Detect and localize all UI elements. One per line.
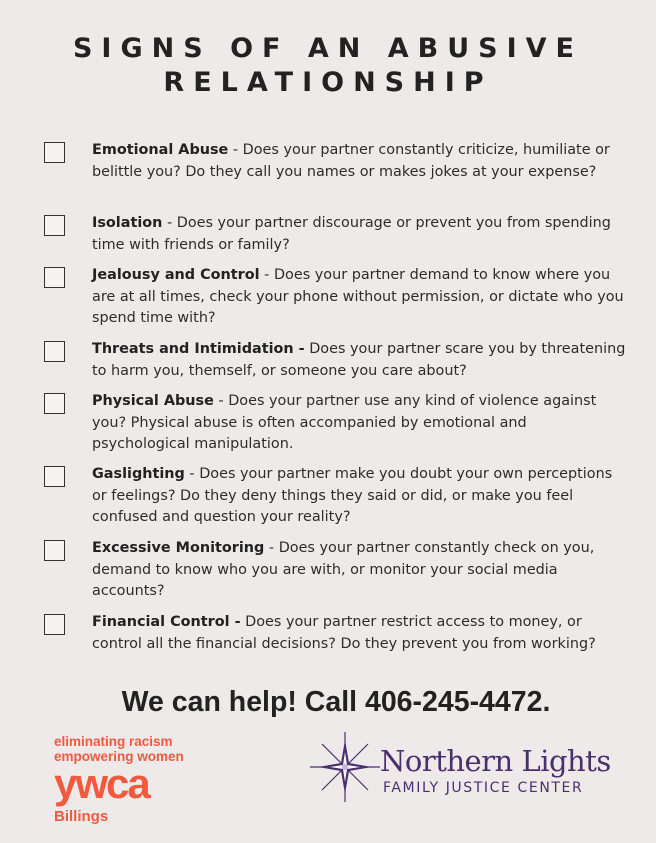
northern-lights-logo [308,730,628,810]
item-separator: - [213,393,229,409]
item-text [92,140,627,183]
item-separator: - [228,142,243,158]
item-text [92,265,627,330]
item-description: Does your partner scare you by threatening to harm you, themself, or someone you care about? [92,341,626,379]
checkbox[interactable] [44,267,65,288]
checkbox[interactable] [44,466,65,487]
item-description: Does your partner demand to know where you are at all times, check your phone without permission, or dictate who you spend time with? [92,267,624,326]
checkbox[interactable] [44,540,65,561]
item-description: Does your partner restrict access to money, or control all the financial decisions? Do they prevent you from working? [92,614,596,652]
item-label: Threats and Intimidation - [92,341,305,357]
item-separator: - [162,215,177,231]
checkbox[interactable] [44,341,65,362]
item-label: Gaslighting [92,466,185,482]
ywca-tagline-1: eliminating racism [54,734,173,749]
item-description: Does your partner discourage or prevent you from spending time with friends or family? [92,215,611,253]
star-burst-icon [308,730,382,804]
item-text [92,612,627,655]
ywca-tagline-2: empowering women [54,749,184,764]
title-line-1: SIGNS OF AN ABUSIVE [72,33,584,64]
item-description: Does your partner use any kind of violence against you? Physical abuse is often accompanied by emotional and psychological manipulation. [92,393,597,452]
checkbox[interactable] [44,614,65,635]
ywca-city: Billings [54,808,109,825]
checkbox[interactable] [44,215,65,236]
item-label: Financial Control - [92,614,241,630]
item-label: Excessive Monitoring [92,540,265,556]
ywca-wordmark: ywca [54,760,149,807]
item-description: Does your partner constantly criticize, humiliate or belittle you? Do they call you names or makes jokes at your expense? [92,142,610,180]
title-line-2: RELATIONSHIP [163,67,493,98]
item-label: Physical Abuse [92,393,214,409]
item-label: Isolation [92,215,163,231]
item-separator: - [184,466,200,482]
ywca-logo [54,734,254,825]
item-text [92,391,627,456]
item-label: Emotional Abuse [92,142,229,158]
item-separator: - [259,267,274,283]
item-label: Jealousy and Control [92,267,260,283]
northern-lights-name: Northern Lights [380,744,611,778]
northern-lights-subtitle: FAMILY JUSTICE CENTER [383,780,584,796]
item-description: Does your partner make you doubt your own perceptions or feelings? Do they deny things they said or did, or make you feel confused and question your reality? [92,466,613,525]
checkbox[interactable] [44,393,65,414]
item-description: Does your partner constantly check on you, demand to know who you are with, or monitor your social media accounts? [92,540,595,599]
item-text [92,464,627,529]
item-text [92,213,627,256]
item-text [92,538,627,603]
help-call-text: We can help! Call 406-245-4472. [121,686,551,718]
item-separator: - [264,540,279,556]
checkbox[interactable] [44,142,65,163]
item-text [92,339,627,382]
